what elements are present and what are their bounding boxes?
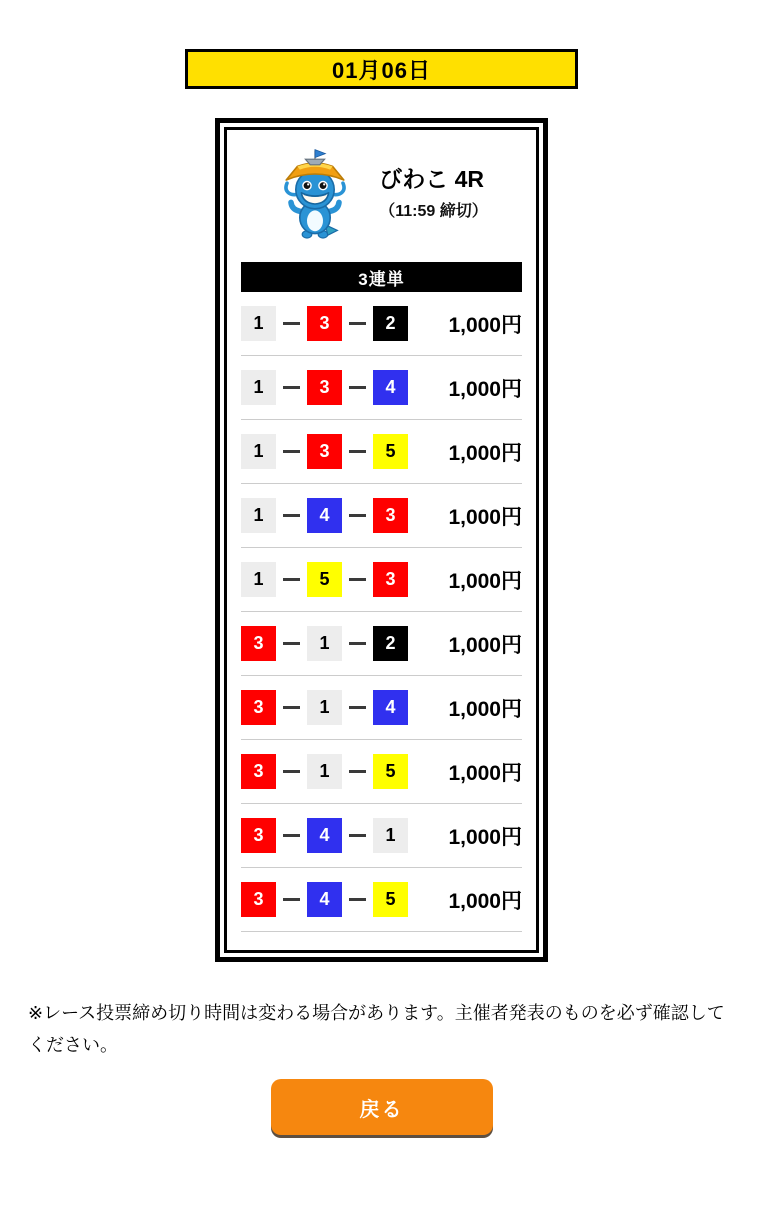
racer-number-box: 5 (373, 434, 408, 469)
bet-row (241, 804, 522, 868)
venue-race-title: びわこ 4R (379, 165, 485, 192)
deadline-disclaimer-note: ※レース投票締め切り時間は変わる場合があります。主催者発表のものを必ず確認してください。 (28, 1003, 725, 1055)
bet-combination (241, 562, 408, 597)
bet-combination (241, 882, 408, 917)
bet-combination (241, 754, 408, 789)
dash-connector (283, 642, 300, 645)
dash-connector (283, 514, 300, 517)
date-banner-label: 01月06日 (332, 57, 431, 83)
bet-combination (241, 370, 408, 405)
racer-number-box: 3 (241, 626, 276, 661)
dash-connector (283, 386, 300, 389)
bet-row (241, 612, 522, 676)
bet-amount: 1,000円 (448, 377, 522, 401)
dash-connector (283, 322, 300, 325)
bet-row (241, 420, 522, 484)
bet-row (241, 740, 522, 804)
dash-connector (283, 578, 300, 581)
racer-number-box: 2 (373, 306, 408, 341)
racer-number-box: 1 (373, 818, 408, 853)
racer-number-box: 3 (307, 306, 342, 341)
bet-row (241, 548, 522, 612)
dash-connector (349, 770, 366, 773)
racer-number-box: 3 (307, 434, 342, 469)
bet-combination (241, 498, 408, 533)
racer-number-box: 4 (373, 370, 408, 405)
dash-connector (283, 450, 300, 453)
bet-row (241, 868, 522, 932)
racer-number-box: 3 (241, 882, 276, 917)
bet-row (241, 676, 522, 740)
racer-number-box: 5 (373, 882, 408, 917)
bet-amount: 1,000円 (448, 569, 522, 593)
bet-type-label: 3連単 (358, 269, 405, 289)
racer-number-box: 1 (241, 498, 276, 533)
dash-connector (349, 578, 366, 581)
bet-amount: 1,000円 (448, 889, 522, 913)
bet-row (241, 356, 522, 420)
dash-connector (349, 514, 366, 517)
racer-number-box: 1 (241, 306, 276, 341)
dash-connector (283, 898, 300, 901)
racer-number-box: 2 (373, 626, 408, 661)
bet-combination (241, 306, 408, 341)
date-banner (185, 49, 578, 89)
dash-connector (283, 770, 300, 773)
racer-number-box: 4 (307, 818, 342, 853)
racer-number-box: 1 (307, 754, 342, 789)
racer-number-box: 1 (241, 370, 276, 405)
ticket-header (241, 144, 522, 250)
bet-amount: 1,000円 (448, 697, 522, 721)
title-block (379, 167, 488, 221)
racer-number-box: 4 (307, 498, 342, 533)
bet-amount: 1,000円 (448, 505, 522, 529)
bet-combination (241, 434, 408, 469)
bet-type-bar (241, 262, 522, 292)
racer-number-box: 3 (241, 754, 276, 789)
bet-rows (241, 292, 522, 932)
bet-combination (241, 818, 408, 853)
racer-number-box: 3 (373, 562, 408, 597)
racer-number-box: 3 (373, 498, 408, 533)
dash-connector (349, 450, 366, 453)
racer-number-box: 1 (307, 690, 342, 725)
bet-amount: 1,000円 (448, 633, 522, 657)
racer-number-box: 4 (373, 690, 408, 725)
racer-number-box: 5 (307, 562, 342, 597)
dash-connector (283, 834, 300, 837)
bet-ticket-card-inner (224, 127, 539, 953)
bet-amount: 1,000円 (448, 761, 522, 785)
biwako-mascot-icon (275, 148, 355, 240)
racer-number-box: 4 (307, 882, 342, 917)
bet-combination (241, 626, 408, 661)
racer-number-box: 3 (241, 818, 276, 853)
bet-ticket-card (215, 118, 548, 962)
bet-row (241, 484, 522, 548)
dash-connector (349, 834, 366, 837)
racer-number-box: 1 (241, 562, 276, 597)
bet-row (241, 292, 522, 356)
bet-amount: 1,000円 (448, 441, 522, 465)
racer-number-box: 5 (373, 754, 408, 789)
dash-connector (349, 386, 366, 389)
dash-connector (349, 706, 366, 709)
racer-number-box: 1 (307, 626, 342, 661)
racer-number-box: 3 (241, 690, 276, 725)
dash-connector (349, 898, 366, 901)
dash-connector (349, 642, 366, 645)
bet-amount: 1,000円 (448, 825, 522, 849)
bet-combination (241, 690, 408, 725)
dash-connector (349, 322, 366, 325)
back-button[interactable]: 戻る (271, 1079, 493, 1135)
deadline-label: （11:59 締切） (379, 203, 488, 221)
racer-number-box: 1 (241, 434, 276, 469)
racer-number-box: 3 (307, 370, 342, 405)
dash-connector (283, 706, 300, 709)
bet-amount: 1,000円 (448, 313, 522, 337)
